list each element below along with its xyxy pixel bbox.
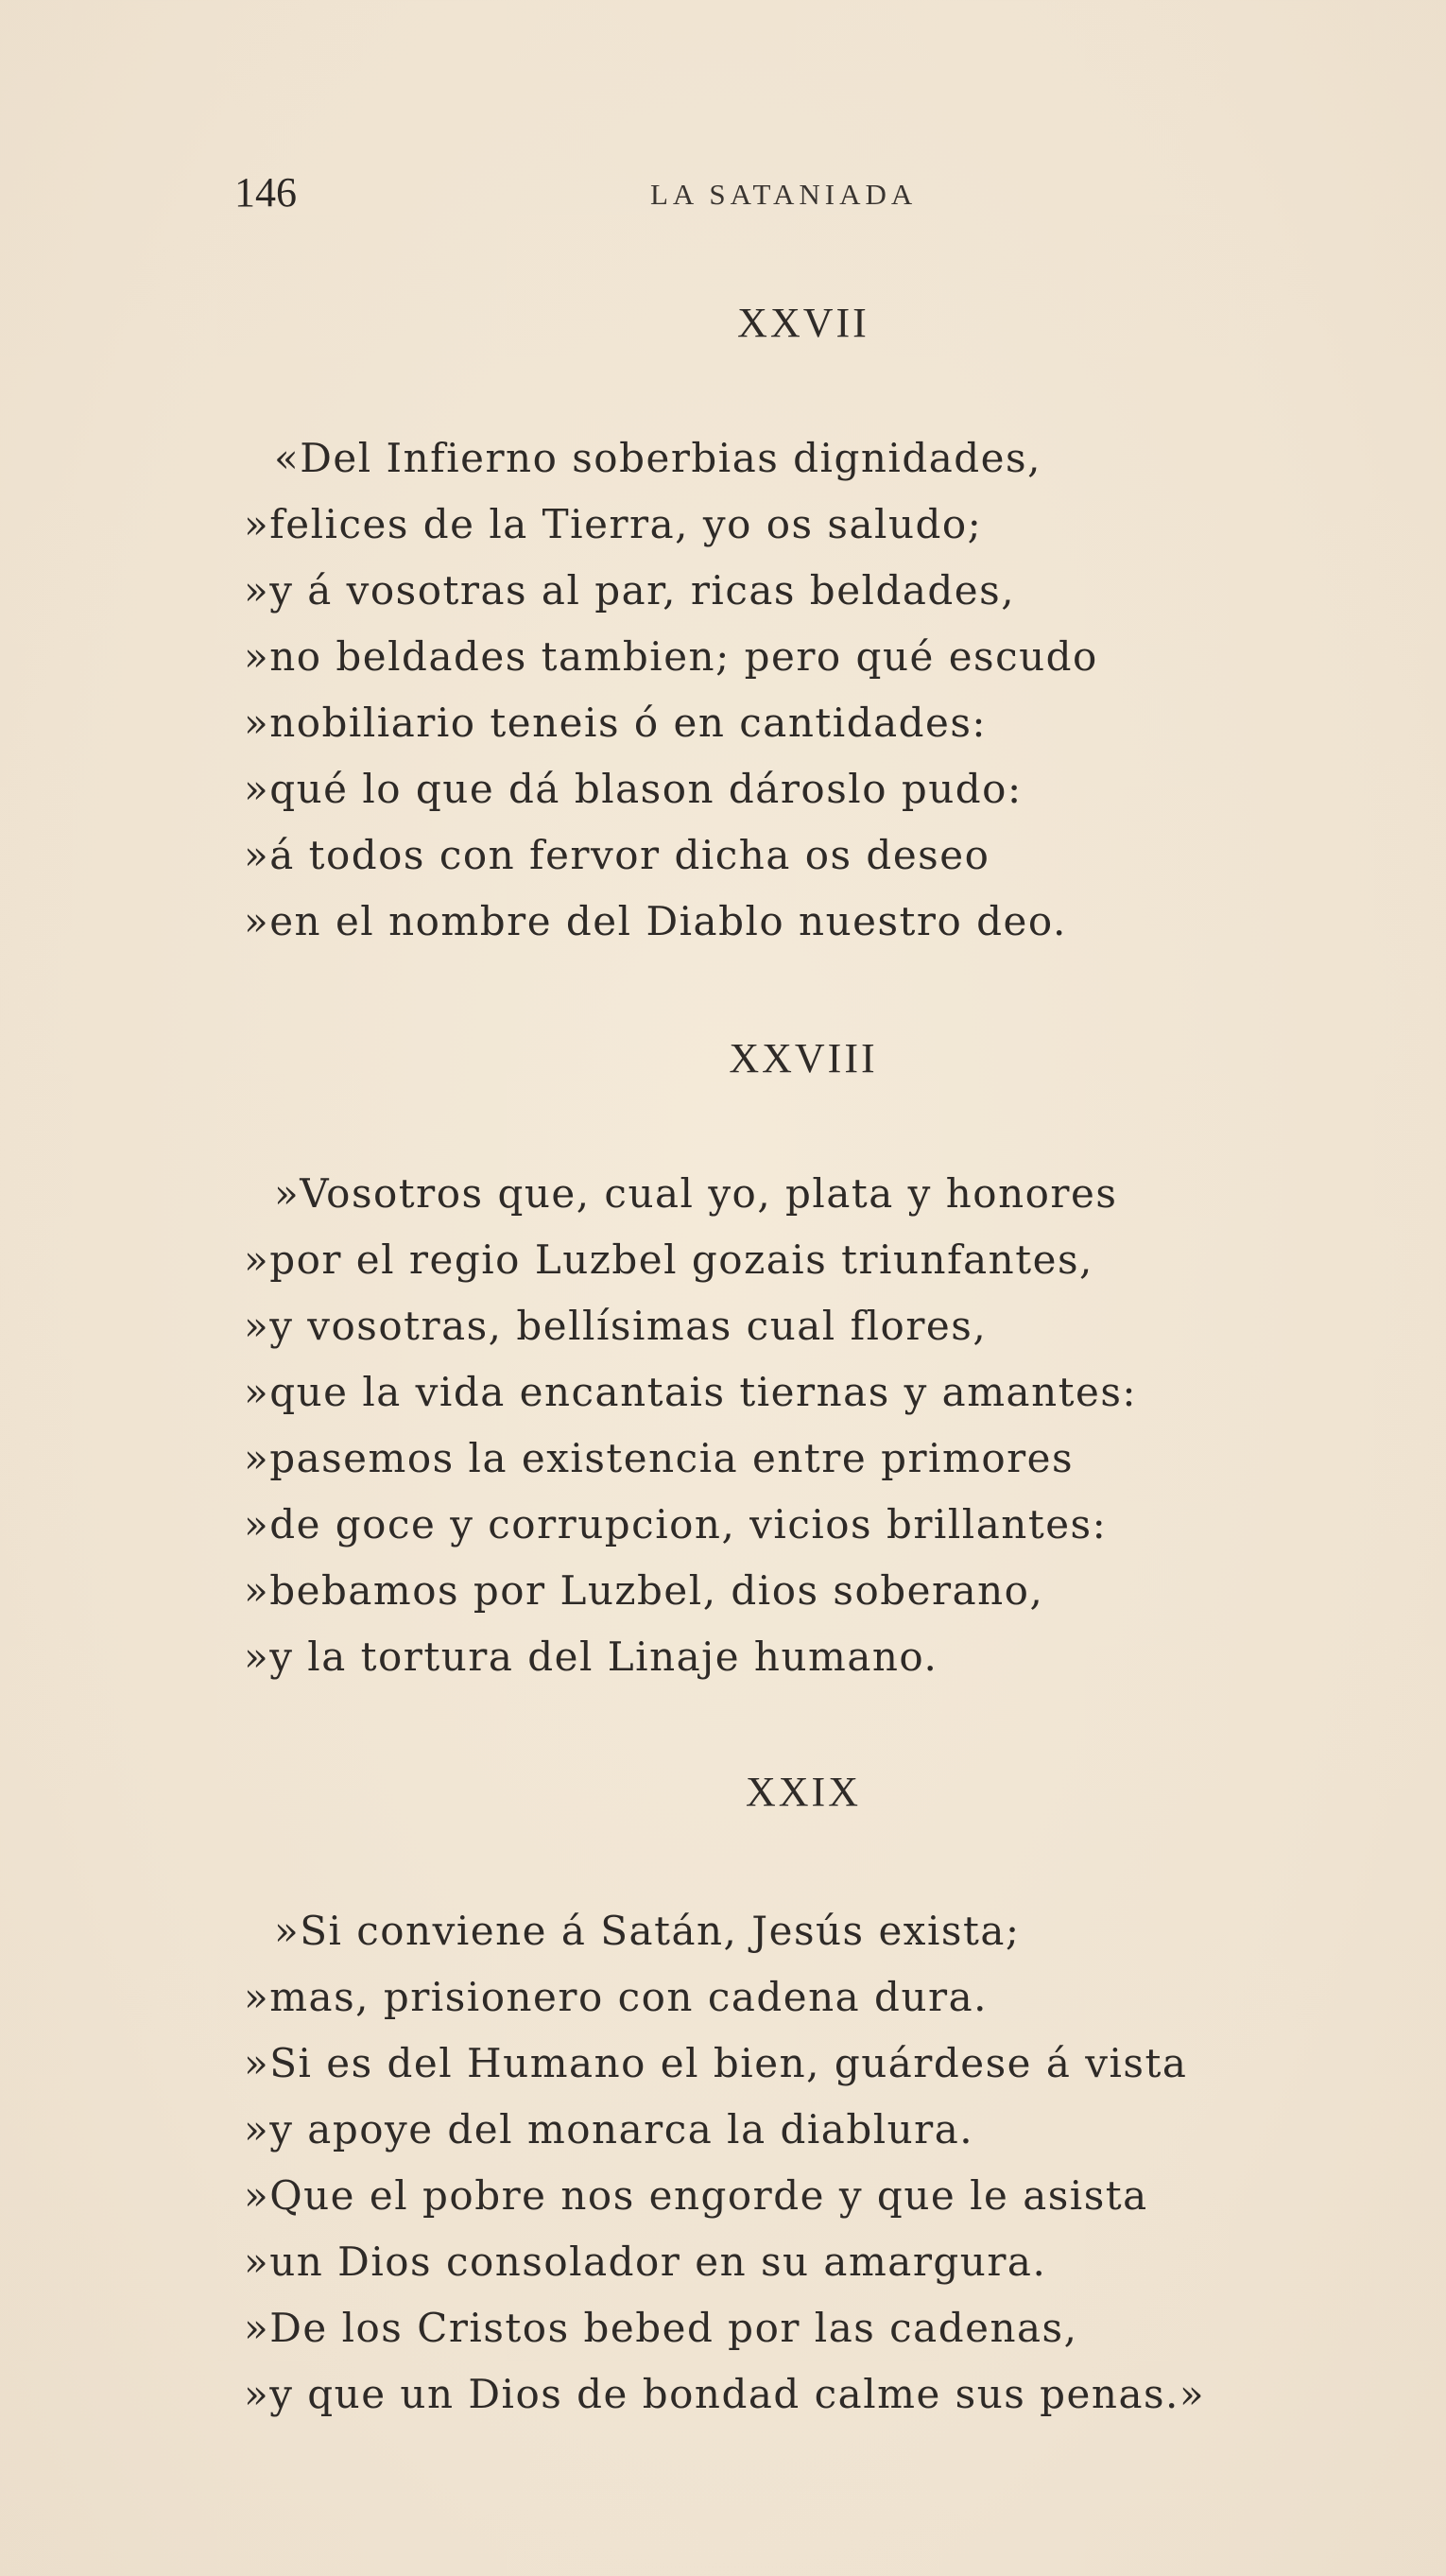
verse-line: »no beldades tambien; pero qué escudo [244, 633, 1098, 680]
verse-line: »y la tortura del Linaje humano. [244, 1634, 938, 1680]
running-title: LA SATANIADA [650, 178, 918, 211]
verse-line: »nobiliario teneis ó en cantidades: [244, 700, 988, 746]
verse-line: »y apoye del monarca la diablura. [244, 2106, 974, 2152]
page-header [234, 168, 1179, 225]
verse-line: »y á vosotras al par, ricas beldades, [244, 567, 1016, 614]
verse-line: »á todos con fervor dicha os deseo [244, 832, 990, 878]
verse-line: »Que el pobre nos engorde y que le asista [244, 2172, 1148, 2219]
verse-line: »un Dios consolador en su amargura. [244, 2239, 1047, 2285]
verse-line: «Del Infierno soberbias dignidades, [274, 435, 1041, 481]
verse-line: »bebamos por Luzbel, dios soberano, [244, 1567, 1044, 1614]
verse-line: »de goce y corrupcion, vicios brillantes: [244, 1501, 1108, 1547]
verse-line: »que la vida encantais tiernas y amantes: [244, 1369, 1138, 1415]
verse-line: »qué lo que dá blason dároslo pudo: [244, 766, 1023, 812]
stanza-title: XXVII [737, 300, 869, 346]
verse-line: »De los Cristos bebed por las cadenas, [244, 2305, 1078, 2351]
verse-line: »pasemos la existencia entre primores [244, 1435, 1075, 1481]
verse-line: »y vosotras, bellísimas cual flores, [244, 1303, 988, 1349]
verse-line: »Si es del Humano el bien, guárdese á vista [244, 2040, 1188, 2086]
verse-line: »felices de la Tierra, yo os saludo; [244, 501, 983, 547]
page-number: 146 [234, 169, 297, 216]
stanza-title: XXVIII [729, 1035, 878, 1081]
verse-line: »por el regio Luzbel gozais triunfantes, [244, 1236, 1093, 1283]
verse-line: »y que un Dios de bondad calme sus penas.» [244, 2371, 1206, 2417]
stanza-title: XXIX [746, 1769, 861, 1815]
verse-line: »Si conviene á Satán, Jesús exista; [274, 1908, 1021, 1954]
verse-line: »Vosotros que, cual yo, plata y honores [274, 1170, 1118, 1217]
verse-line: »en el nombre del Diablo nuestro deo. [244, 898, 1067, 944]
verse-line: »mas, prisionero con cadena dura. [244, 1974, 988, 2020]
